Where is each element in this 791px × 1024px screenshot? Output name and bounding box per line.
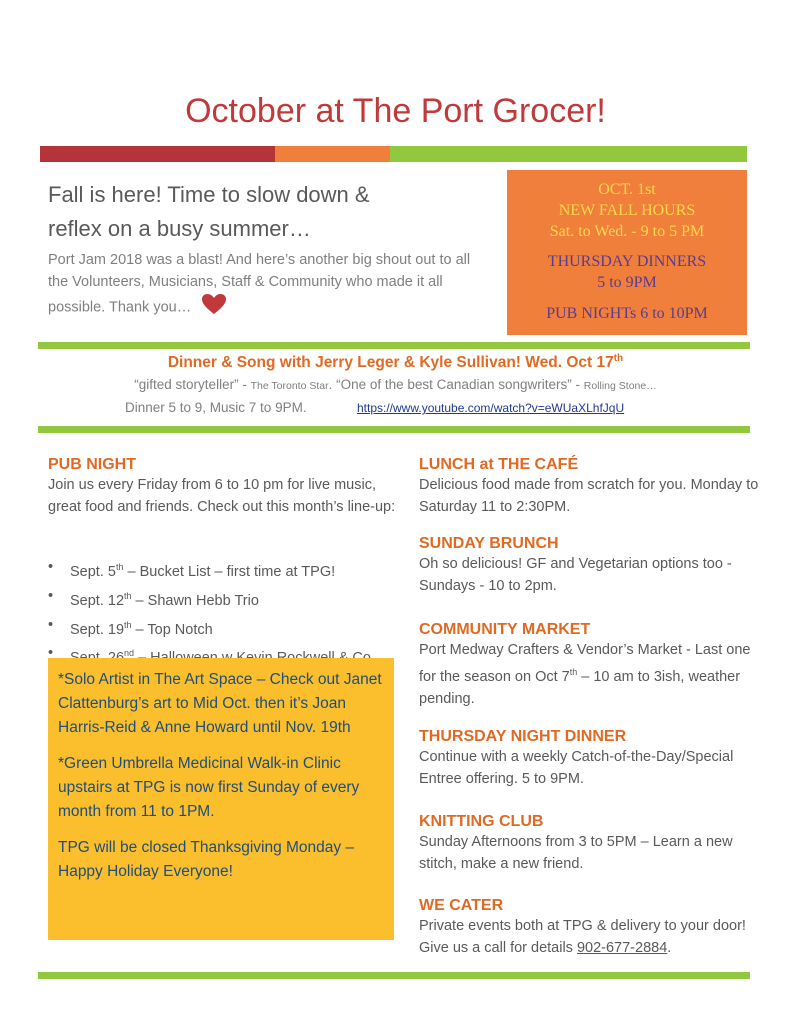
knitting-body: Sunday Afternoons from 3 to 5PM – Learn a new stitch, make a new friend.	[419, 834, 733, 872]
lineup-date: Sept. 5	[70, 563, 116, 580]
pub-night-heading: PUB NIGHT	[48, 456, 136, 473]
thursday-body: Continue with a weekly Catch-of-the-Day/Special Entree offering. 5 to 9PM.	[419, 749, 734, 787]
lineup-act: – Bucket List – first time at TPG!	[123, 563, 336, 580]
lunch-section	[419, 456, 764, 518]
thursday-dinners-label: THURSDAY DINNERS	[547, 253, 707, 270]
lineup-date: Sept. 12	[70, 592, 125, 609]
event-title-text: Dinner & Song with Jerry Leger & Kyle Sullivan! Wed. Oct 17	[167, 354, 614, 372]
market-date-sup: th	[569, 667, 578, 677]
orange-color-bar	[275, 146, 390, 162]
market-heading: COMMUNITY MARKET	[419, 621, 591, 638]
lineup-date-sup: th	[124, 619, 132, 630]
knitting-heading: KNITTING CLUB	[419, 813, 544, 830]
event-times: Dinner 5 to 9, Music 7 to 9PM.	[125, 400, 307, 415]
brunch-section	[419, 535, 764, 597]
quote-storyteller: “gifted storyteller” -	[134, 377, 247, 392]
youtube-link[interactable]: https://www.youtube.com/watch?v=eWUaXLhfJqU	[357, 401, 625, 415]
lineup-date: Sept. 19	[70, 621, 125, 638]
thanksgiving-notice: TPG will be closed Thanksgiving Monday – Happy Holiday Everyone!	[58, 839, 355, 880]
event-title-sup: th	[613, 353, 624, 364]
hours-days: Sat. to Wed. - 9 to 5 PM	[549, 223, 705, 240]
market-section	[419, 621, 764, 710]
cater-body	[419, 915, 764, 959]
source-rolling-stone: Rolling Stone…	[583, 380, 657, 392]
lineup-date-sup: th	[115, 562, 124, 572]
thursday-heading: THURSDAY NIGHT DINNER	[419, 728, 627, 745]
market-body-text: Port Medway Crafters & Vendor’s Market - Last one for the season on Oct 7	[419, 642, 751, 685]
red-color-bar	[40, 146, 275, 162]
list-item	[48, 584, 418, 613]
hours-heading: NEW FALL HOURS	[558, 202, 696, 219]
divider-line	[38, 342, 750, 349]
event-title	[0, 353, 791, 372]
cater-body-text: Private events both at TPG & delivery to your door! Give us a call for details	[419, 918, 746, 956]
intro-heading	[48, 178, 488, 246]
lineup-act: – Top Notch	[131, 621, 213, 638]
pub-night-body: Join us every Friday from 6 to 10 pm for live music, great food and friends. Check out this month’s line-up:	[48, 477, 396, 515]
market-body-end: – 10 am to 3ish, weather pending.	[419, 668, 741, 707]
footer-divider-line	[38, 972, 750, 979]
pub-night-section	[48, 456, 408, 518]
hours-date: OCT. 1st	[598, 181, 656, 198]
art-space-notice: *Solo Artist in The Art Space – Check out Janet Clattenburg’s art to Mid Oct. then it’s Joan Harris-Reid & Anne Howard until Nov. 19th	[58, 671, 382, 736]
thursday-dinners-time: 5 to 9PM	[597, 274, 657, 291]
divider-line	[38, 426, 750, 433]
intro-body-text: Port Jam 2018 was a blast! And here’s another big shout out to all the Volunteers, Musicians, Staff & Community who made it all possible. Thank you…	[48, 252, 471, 316]
pub-nights-hours: PUB NIGHTs 6 to 10PM	[546, 305, 708, 322]
cater-section	[419, 897, 764, 959]
intro-heading-line1: Fall is here! Time to slow down &	[48, 182, 370, 207]
cater-heading: WE CATER	[419, 897, 504, 914]
lunch-heading: LUNCH at THE CAFÉ	[419, 456, 579, 473]
intro-heading-line2: reflex on a busy summer…	[48, 216, 311, 241]
event-quotes	[0, 377, 791, 392]
lineup-act: – Shawn Hebb Trio	[131, 592, 259, 609]
brunch-body: Oh so delicious! GF and Vegetarian options too - Sundays - 10 to 2pm.	[419, 556, 732, 594]
page-title: October at The Port Grocer!	[185, 92, 606, 130]
cater-body-end: .	[667, 940, 672, 956]
thursday-section	[419, 728, 764, 790]
list-item	[48, 613, 418, 642]
heart-icon	[201, 293, 227, 322]
market-body	[419, 639, 764, 710]
list-item	[48, 555, 418, 584]
notices-box	[48, 658, 394, 940]
lineup-date-sup: nd	[124, 648, 135, 659]
intro-body	[48, 249, 488, 322]
lineup-date-sup: th	[124, 590, 132, 601]
phone-link[interactable]: 902-677-2884	[576, 940, 668, 956]
brunch-heading: SUNDAY BRUNCH	[419, 535, 559, 552]
clinic-notice: *Green Umbrella Medicinal Walk-in Clinic upstairs at TPG is now first Sunday of every month from 11 to 1PM.	[58, 755, 360, 820]
pub-lineup-list	[48, 555, 418, 670]
lunch-body: Delicious food made from scratch for you. Monday to Saturday 11 to 2:30PM.	[419, 477, 759, 515]
source-toronto-star: The Toronto Star	[250, 380, 329, 392]
green-color-bar	[390, 146, 747, 162]
quote-songwriters: . “One of the best Canadian songwriters” -	[328, 377, 580, 392]
fall-hours-box	[507, 170, 747, 335]
knitting-section	[419, 813, 764, 875]
